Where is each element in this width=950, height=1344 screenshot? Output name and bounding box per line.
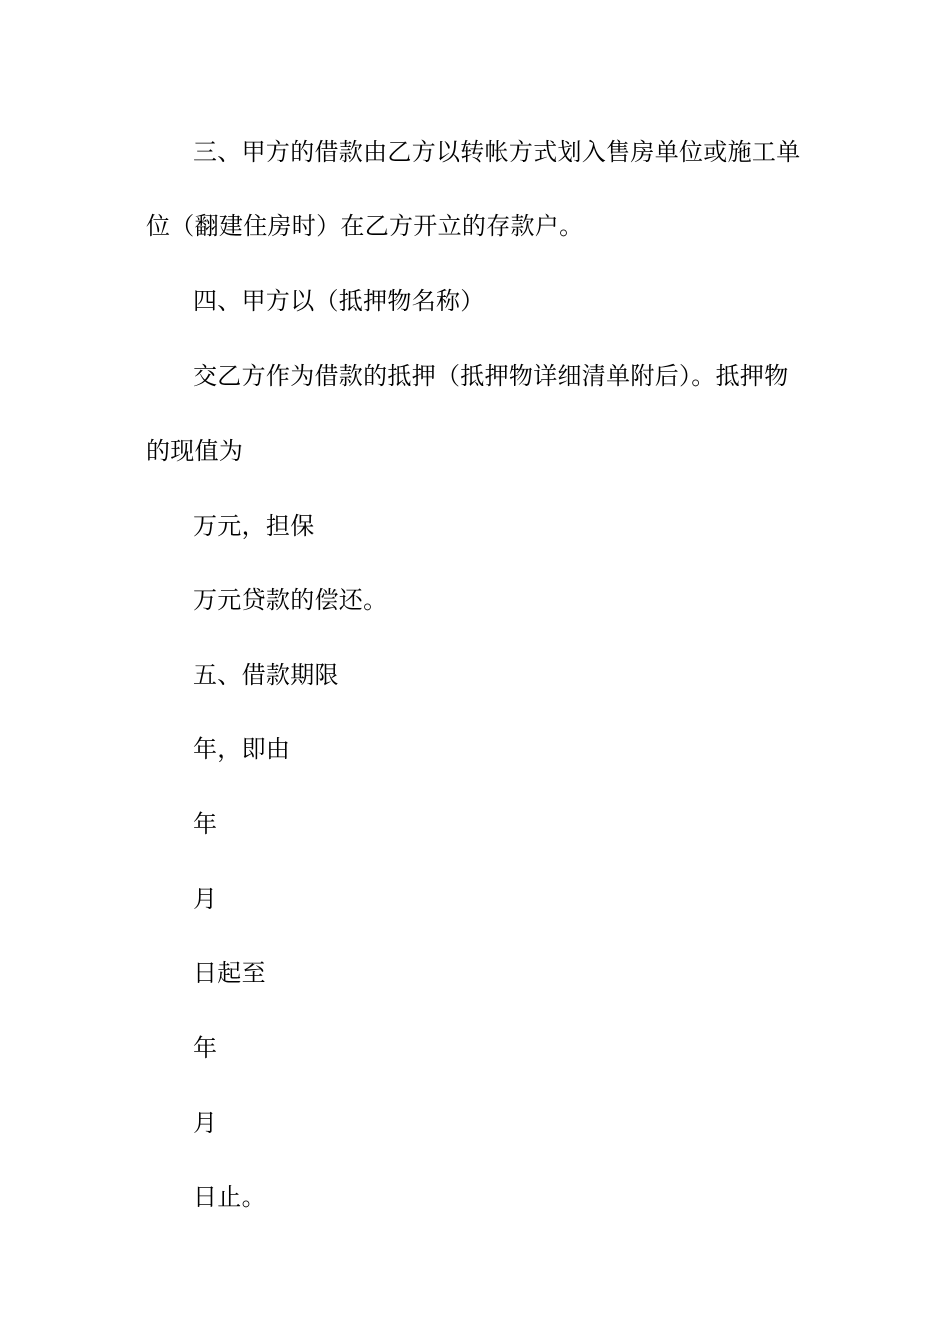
clause-four-line-3: 的现值为 bbox=[146, 437, 244, 465]
clause-five-line-4: 月 bbox=[193, 885, 218, 913]
clause-five-line-7: 月 bbox=[193, 1109, 218, 1137]
clause-four-line-4: 万元，担保 bbox=[193, 512, 315, 540]
clause-four-line-5: 万元贷款的偿还。 bbox=[193, 586, 388, 614]
clause-four-line-1: 四、甲方以（抵押物名称） bbox=[193, 287, 485, 315]
clause-five-line-1: 五、借款期限 bbox=[193, 661, 339, 689]
clause-five-line-8: 日止。 bbox=[193, 1183, 266, 1211]
clause-five-line-5: 日起至 bbox=[193, 959, 266, 987]
clause-five-line-3: 年 bbox=[193, 810, 218, 838]
clause-three-line-1: 三、甲方的借款由乙方以转帐方式划入售房单位或施工单 bbox=[193, 138, 801, 166]
clause-four-line-2: 交乙方作为借款的抵押（抵押物详细清单附后）。抵押物 bbox=[193, 362, 789, 390]
clause-five-line-6: 年 bbox=[193, 1034, 218, 1062]
clause-five-line-2: 年，即由 bbox=[193, 735, 291, 763]
clause-three-line-2: 位（翻建住房时）在乙方开立的存款户。 bbox=[146, 212, 584, 240]
